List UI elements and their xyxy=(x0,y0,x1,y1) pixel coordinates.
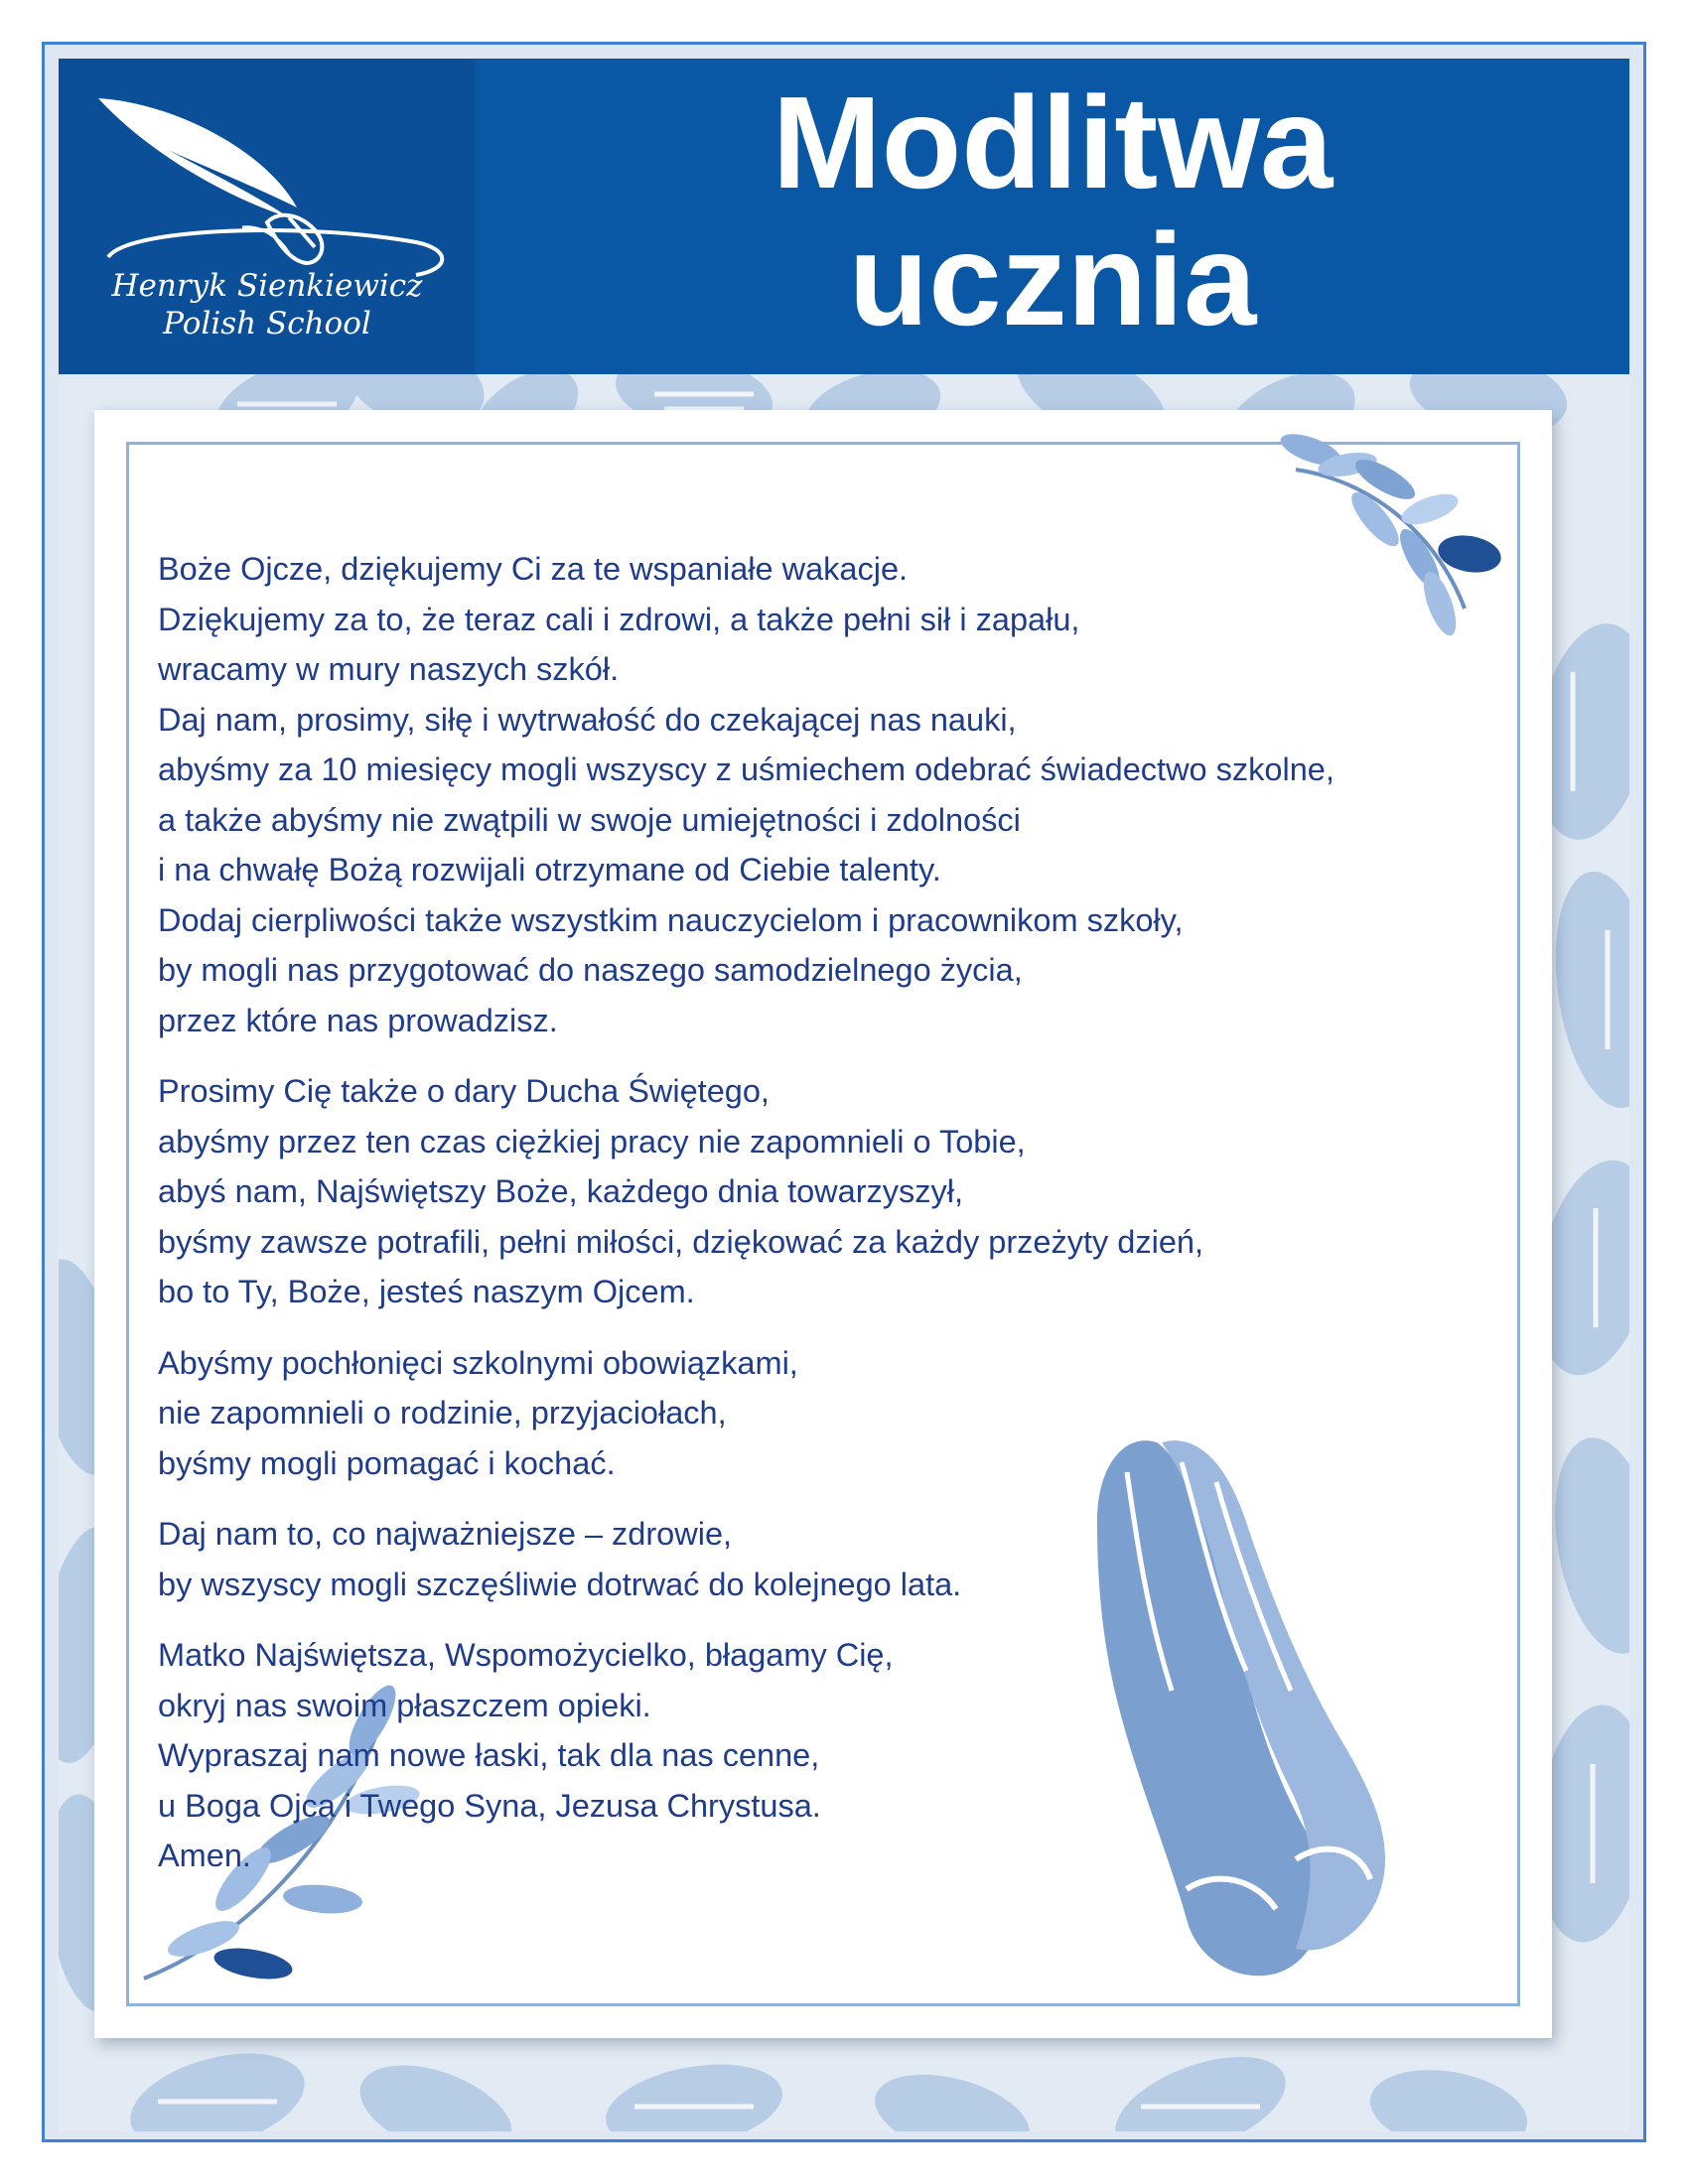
prayer-line: Matko Najświętsza, Wspomożycielko, błagamy Cię, xyxy=(158,1637,894,1673)
prayer-line: przez które nas prowadzisz. xyxy=(158,1002,558,1038)
prayer-line: nie zapomnieli o rodzinie, przyjaciołach, xyxy=(158,1395,727,1431)
prayer-line: Daj nam, prosimy, siłę i wytrwałość do czekającej nas nauki, xyxy=(158,701,1017,738)
prayer-line: abyś nam, Najświętszy Boże, każdego dnia towarzyszył, xyxy=(158,1173,964,1209)
prayer-line: byśmy mogli pomagać i kochać. xyxy=(158,1444,616,1481)
prayer-line: byśmy zawsze potrafili, pełni miłości, dziękować za każdy przeżyty dzień, xyxy=(158,1223,1204,1260)
logo-school-name-line1: Henryk Sienkiewicz xyxy=(111,268,423,304)
prayer-line: Prosimy Cię także o dary Ducha Świętego, xyxy=(158,1073,770,1109)
prayer-line: abyśmy przez ten czas ciężkiej pracy nie zapomnieli o Tobie, xyxy=(158,1123,1026,1160)
prayer-line: Daj nam to, co najważniejsze – zdrowie, xyxy=(158,1516,733,1552)
prayer-line: u Boga Ojca i Twego Syna, Jezusa Chrystusa. xyxy=(158,1787,821,1824)
stanza xyxy=(158,1509,1488,1609)
prayer-line: by wszyscy mogli szczęśliwie dotrwać do kolejnego lata. xyxy=(158,1566,962,1602)
title-line1: Modlitwa xyxy=(772,69,1334,215)
prayer-line: bo to Ty, Boże, jesteś naszym Ojcem. xyxy=(158,1274,695,1309)
prayer-line: wracamy w mury naszych szkół. xyxy=(158,651,620,687)
title-line2: ucznia xyxy=(848,206,1257,352)
stanza xyxy=(158,1338,1488,1489)
school-logo xyxy=(59,59,476,374)
prayer-line: i na chwałę Bożą rozwijali otrzymane od Ciebie talenty. xyxy=(158,852,941,887)
prayer-line: a także abyśmy nie zwątpili w swoje umiejętności i zdolności xyxy=(158,801,1021,838)
prayer-line: Abyśmy pochłonięci szkolnymi obowiązkami, xyxy=(158,1344,798,1381)
logo-school-name-line2: Polish School xyxy=(163,306,371,341)
prayer-line: Wypraszaj nam nowe łaski, tak dla nas cenne, xyxy=(158,1737,820,1773)
prayer-line: abyśmy za 10 miesięcy mogli wszyscy z uśmiechem odebrać świadectwo szkolne, xyxy=(158,751,1335,787)
prayer-line: Amen. xyxy=(158,1838,251,1873)
stanza xyxy=(158,1066,1488,1317)
prayer-line: Dziękujemy za to, że teraz cali i zdrowi, a także pełni sił i zapału, xyxy=(158,601,1080,637)
prayer-line: Boże Ojcze, dziękujemy Ci za te wspaniałe wakacje. xyxy=(158,551,909,587)
prayer-line: Dodaj cierpliwości także wszystkim nauczycielom i pracownikom szkoły, xyxy=(158,901,1184,938)
stanza xyxy=(158,1630,1488,1881)
stanza xyxy=(158,544,1488,1045)
prayer-line: by mogli nas przygotować do naszego samodzielnego życia, xyxy=(158,952,1023,988)
prayer-line: okryj nas swoim płaszczem opieki. xyxy=(158,1687,651,1723)
page-title xyxy=(476,69,1629,352)
prayer-text xyxy=(158,544,1488,1902)
header-banner xyxy=(59,59,1629,374)
